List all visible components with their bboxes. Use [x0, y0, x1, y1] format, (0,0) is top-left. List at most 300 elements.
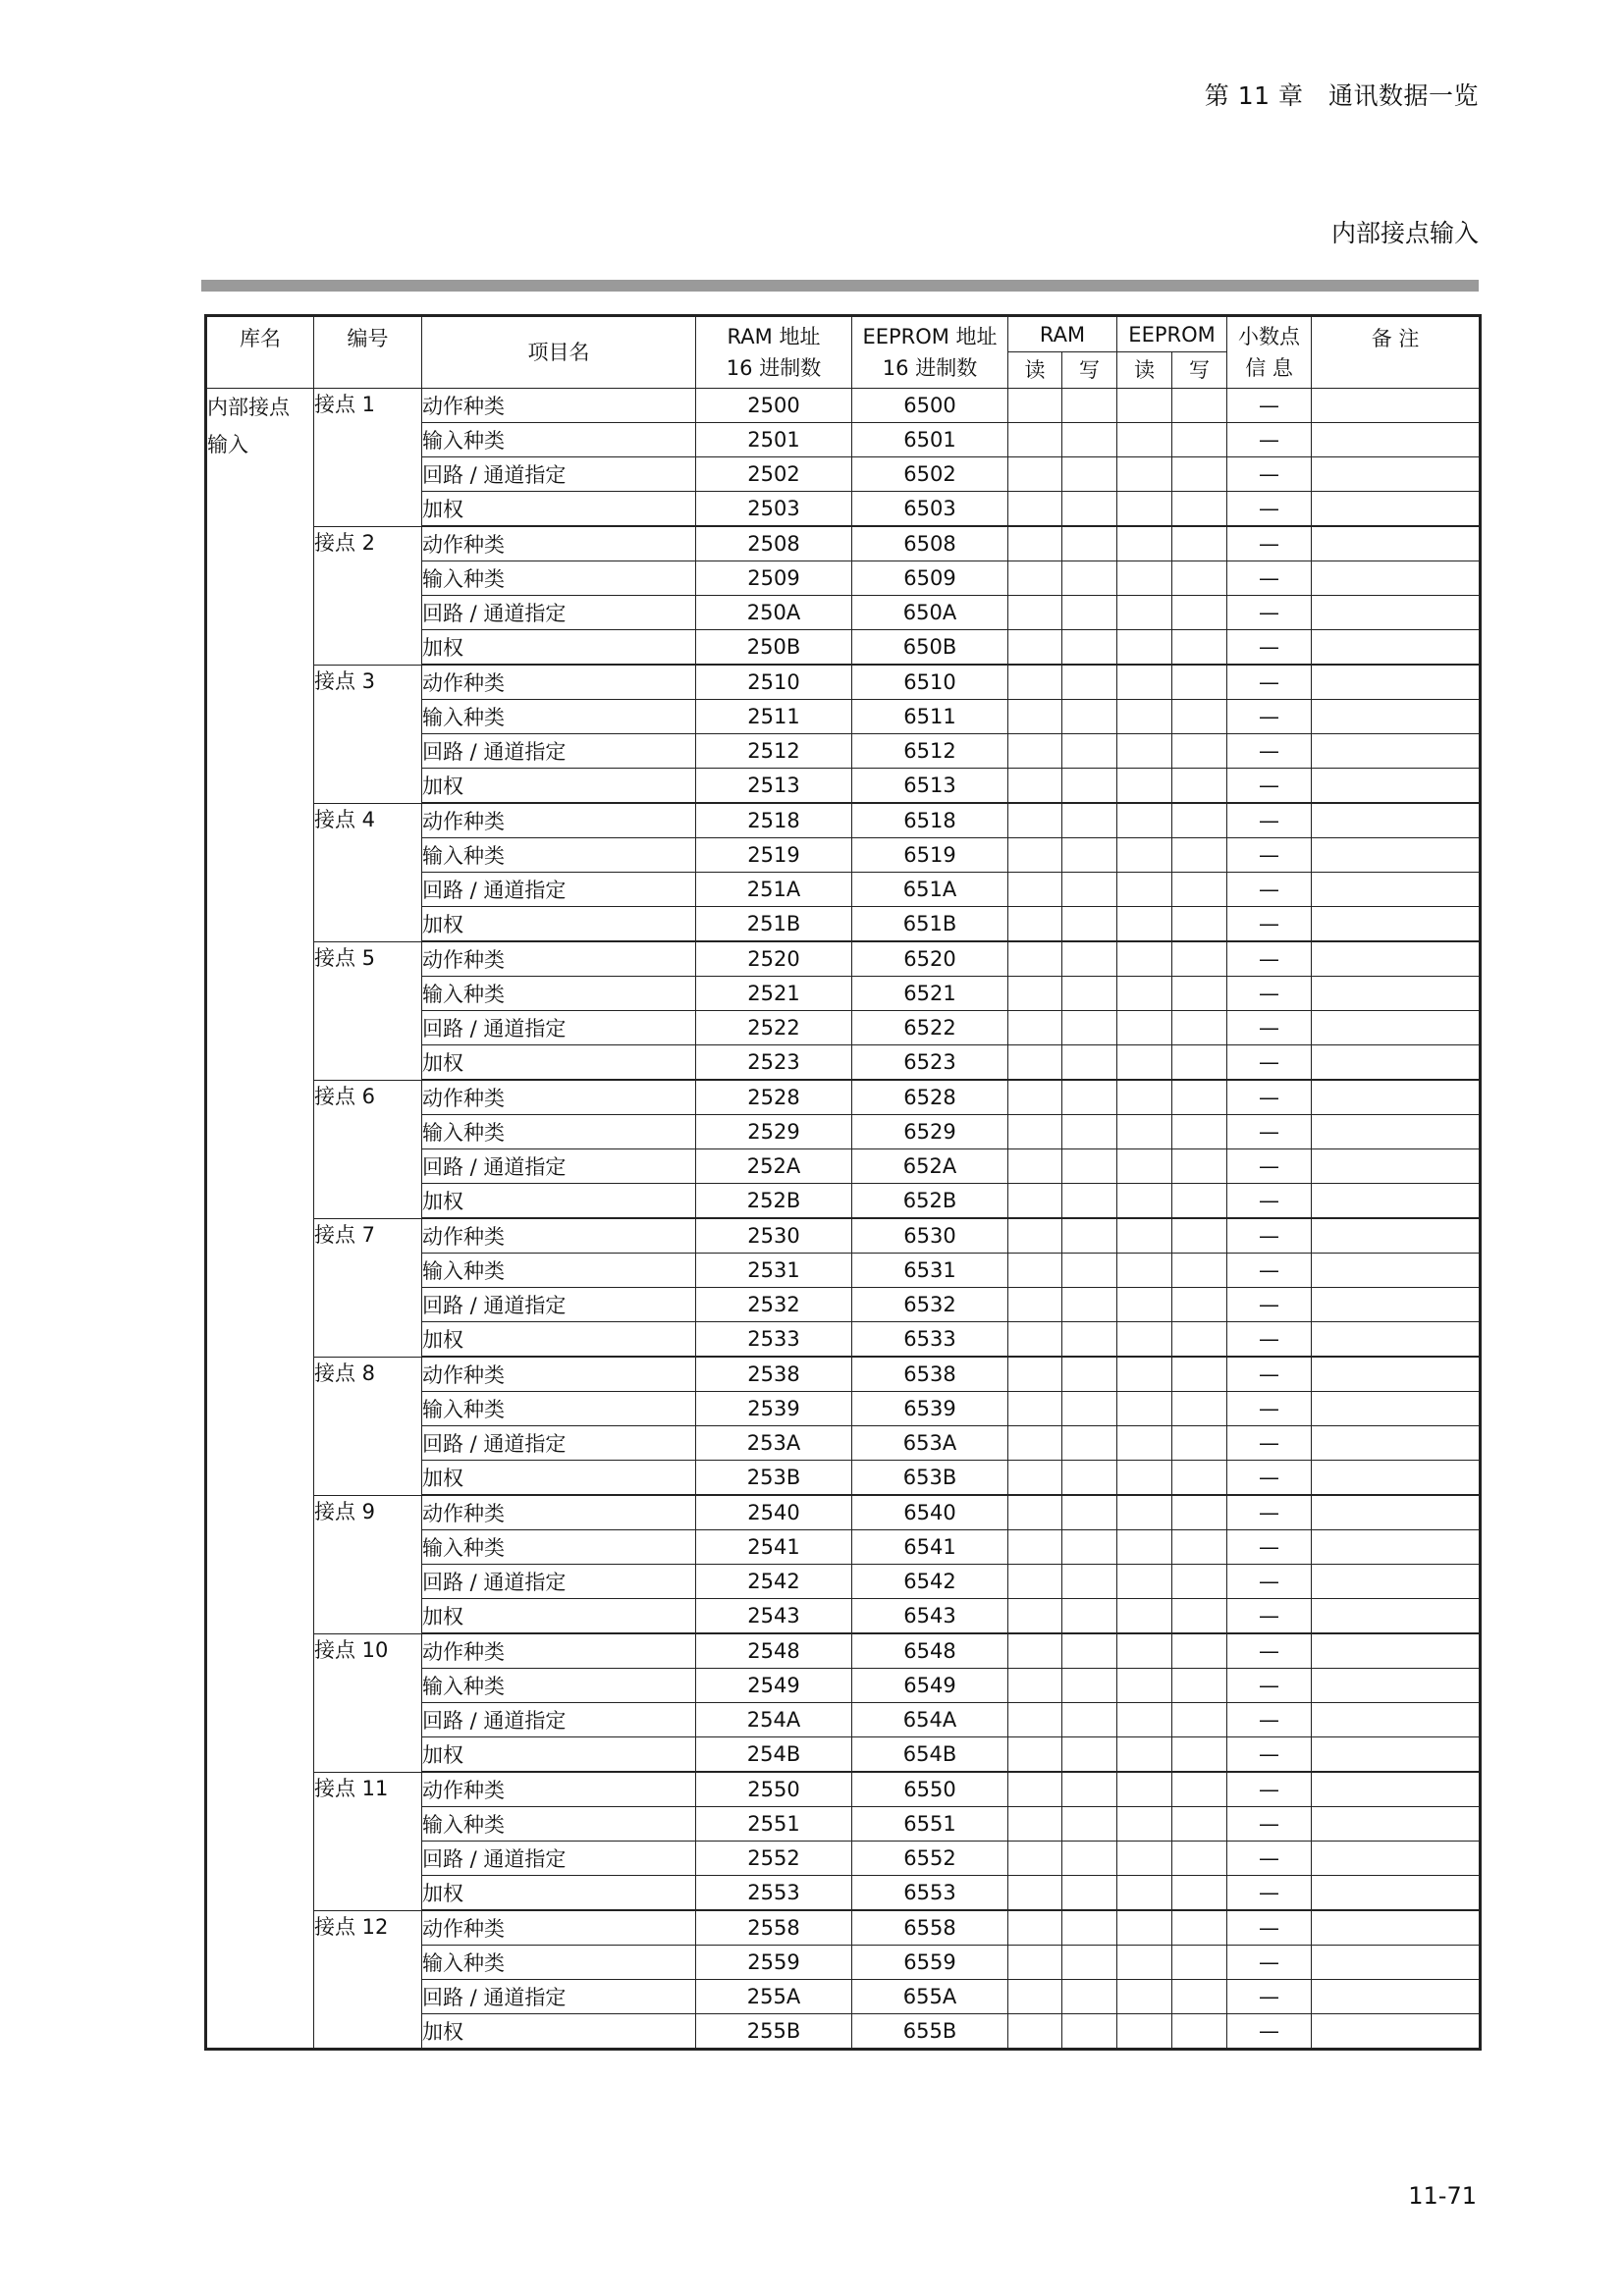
table-row	[206, 1218, 1481, 1254]
decimal-info: —	[1227, 526, 1312, 561]
remarks-cell	[1312, 873, 1481, 907]
eeprom-address: 650B	[852, 630, 1008, 666]
decimal-info: —	[1227, 1633, 1312, 1669]
ram-address: 2503	[696, 492, 852, 527]
eeprom-read-cell	[1117, 1218, 1172, 1254]
ram-write-cell	[1062, 423, 1117, 457]
eeprom-address: 6533	[852, 1322, 1008, 1358]
ram-address: 2538	[696, 1357, 852, 1392]
eeprom-write-cell	[1172, 1218, 1227, 1254]
eeprom-read-cell	[1117, 1288, 1172, 1322]
ram-read-cell	[1008, 1011, 1062, 1045]
eeprom-read-cell	[1117, 1946, 1172, 1980]
eeprom-write-cell	[1172, 457, 1227, 492]
ram-read-cell	[1008, 1737, 1062, 1773]
remarks-cell	[1312, 1772, 1481, 1807]
eeprom-read-cell	[1117, 838, 1172, 873]
table-row	[206, 1080, 1481, 1115]
remarks-cell	[1312, 1703, 1481, 1737]
eeprom-address: 6521	[852, 977, 1008, 1011]
remarks-cell	[1312, 1495, 1481, 1530]
table-row	[206, 389, 1481, 423]
eeprom-address: 6549	[852, 1669, 1008, 1703]
item-name: 输入种类	[422, 1392, 696, 1426]
ram-write-cell	[1062, 561, 1117, 596]
decimal-info: —	[1227, 2014, 1312, 2050]
remarks-cell	[1312, 1842, 1481, 1876]
item-name: 输入种类	[422, 1807, 696, 1842]
ram-address: 254B	[696, 1737, 852, 1773]
eeprom-address: 6520	[852, 941, 1008, 977]
section-title: 内部接点输入	[1330, 219, 1479, 247]
item-name: 输入种类	[422, 1669, 696, 1703]
remarks-cell	[1312, 526, 1481, 561]
eeprom-address: 6538	[852, 1357, 1008, 1392]
eeprom-write-cell	[1172, 700, 1227, 734]
ram-write-cell	[1062, 1946, 1117, 1980]
eeprom-write-cell	[1172, 665, 1227, 700]
ram-address: 2502	[696, 457, 852, 492]
ram-read-cell	[1008, 492, 1062, 527]
ram-address: 2552	[696, 1842, 852, 1876]
table-row	[206, 1357, 1481, 1392]
ram-write-cell	[1062, 1392, 1117, 1426]
decimal-info: —	[1227, 803, 1312, 838]
page-number: 11-71	[1408, 2182, 1477, 2210]
eeprom-write-cell	[1172, 1530, 1227, 1565]
table-row	[206, 941, 1481, 977]
eeprom-write-cell	[1172, 1910, 1227, 1946]
ram-address: 2541	[696, 1530, 852, 1565]
ram-write-cell	[1062, 665, 1117, 700]
ram-address: 2542	[696, 1565, 852, 1599]
ram-write-cell	[1062, 803, 1117, 838]
ram-read-cell	[1008, 977, 1062, 1011]
decimal-info: —	[1227, 1392, 1312, 1426]
eeprom-address: 6500	[852, 389, 1008, 423]
eeprom-read-cell	[1117, 941, 1172, 977]
ram-write-cell	[1062, 1980, 1117, 2014]
ram-read-cell	[1008, 596, 1062, 630]
remarks-cell	[1312, 1392, 1481, 1426]
eeprom-read-cell	[1117, 1322, 1172, 1358]
ram-read-cell	[1008, 1910, 1062, 1946]
ram-address: 2528	[696, 1080, 852, 1115]
ram-address: 2550	[696, 1772, 852, 1807]
eeprom-write-cell	[1172, 769, 1227, 804]
ram-write-cell	[1062, 734, 1117, 769]
decimal-info: —	[1227, 873, 1312, 907]
item-name: 输入种类	[422, 423, 696, 457]
decimal-info: —	[1227, 700, 1312, 734]
eeprom-read-cell	[1117, 1669, 1172, 1703]
ram-write-cell	[1062, 769, 1117, 804]
eeprom-read-cell	[1117, 1045, 1172, 1081]
eeprom-read-cell	[1117, 1461, 1172, 1496]
eeprom-read-cell	[1117, 734, 1172, 769]
ram-address: 252A	[696, 1149, 852, 1184]
eeprom-write-cell	[1172, 941, 1227, 977]
decimal-info: —	[1227, 1565, 1312, 1599]
remarks-cell	[1312, 1946, 1481, 1980]
eeprom-write-cell	[1172, 596, 1227, 630]
ram-write-cell	[1062, 1184, 1117, 1219]
header-library: 库名	[206, 316, 314, 389]
item-name: 输入种类	[422, 1254, 696, 1288]
remarks-cell	[1312, 1807, 1481, 1842]
item-name: 输入种类	[422, 1115, 696, 1149]
ram-address: 255A	[696, 1980, 852, 2014]
library-name-line2: 输入	[207, 433, 248, 456]
eeprom-write-cell	[1172, 1322, 1227, 1358]
decimal-info: —	[1227, 1495, 1312, 1530]
header-eeprom: EEPROM	[1117, 316, 1227, 352]
remarks-cell	[1312, 665, 1481, 700]
ram-address: 2521	[696, 977, 852, 1011]
eeprom-address: 6541	[852, 1530, 1008, 1565]
ram-address: 2551	[696, 1807, 852, 1842]
eeprom-address: 6551	[852, 1807, 1008, 1842]
ram-write-cell	[1062, 1426, 1117, 1461]
ram-read-cell	[1008, 526, 1062, 561]
library-name-line1: 内部接点	[207, 396, 290, 419]
remarks-cell	[1312, 1565, 1481, 1599]
decimal-info: —	[1227, 1842, 1312, 1876]
item-name: 加权	[422, 2014, 696, 2050]
item-name: 动作种类	[422, 1357, 696, 1392]
eeprom-read-cell	[1117, 1080, 1172, 1115]
eeprom-address: 6523	[852, 1045, 1008, 1081]
eeprom-read-cell	[1117, 1392, 1172, 1426]
eeprom-address: 6539	[852, 1392, 1008, 1426]
ram-write-cell	[1062, 1530, 1117, 1565]
eeprom-read-cell	[1117, 1703, 1172, 1737]
ram-write-cell	[1062, 2014, 1117, 2050]
ram-write-cell	[1062, 941, 1117, 977]
remarks-cell	[1312, 1011, 1481, 1045]
item-name: 回路 / 通道指定	[422, 1842, 696, 1876]
ram-address: 2531	[696, 1254, 852, 1288]
ram-read-cell	[1008, 1842, 1062, 1876]
decimal-info: —	[1227, 734, 1312, 769]
ram-address: 2532	[696, 1288, 852, 1322]
remarks-cell	[1312, 596, 1481, 630]
ram-read-cell	[1008, 1599, 1062, 1634]
eeprom-address: 6550	[852, 1772, 1008, 1807]
ram-address: 253A	[696, 1426, 852, 1461]
item-name: 回路 / 通道指定	[422, 1149, 696, 1184]
ram-address: 250A	[696, 596, 852, 630]
eeprom-address: 655A	[852, 1980, 1008, 2014]
ram-address: 2530	[696, 1218, 852, 1254]
item-name: 回路 / 通道指定	[422, 1288, 696, 1322]
ram-read-cell	[1008, 1703, 1062, 1737]
eeprom-read-cell	[1117, 803, 1172, 838]
table-row	[206, 526, 1481, 561]
ram-read-cell	[1008, 907, 1062, 942]
decimal-info: —	[1227, 1669, 1312, 1703]
item-name: 输入种类	[422, 838, 696, 873]
item-name: 加权	[422, 1045, 696, 1081]
item-name: 动作种类	[422, 1772, 696, 1807]
eeprom-write-cell	[1172, 1633, 1227, 1669]
item-name: 加权	[422, 630, 696, 666]
decimal-info: —	[1227, 389, 1312, 423]
eeprom-read-cell	[1117, 526, 1172, 561]
remarks-cell	[1312, 907, 1481, 942]
decimal-info: —	[1227, 838, 1312, 873]
eeprom-address: 651B	[852, 907, 1008, 942]
ram-read-cell	[1008, 1530, 1062, 1565]
eeprom-write-cell	[1172, 2014, 1227, 2050]
eeprom-write-cell	[1172, 1703, 1227, 1737]
remarks-cell	[1312, 1910, 1481, 1946]
eeprom-address: 6519	[852, 838, 1008, 873]
item-name: 回路 / 通道指定	[422, 457, 696, 492]
ram-read-cell	[1008, 941, 1062, 977]
item-name: 动作种类	[422, 1633, 696, 1669]
item-name: 回路 / 通道指定	[422, 1703, 696, 1737]
decimal-info: —	[1227, 630, 1312, 666]
decimal-info: —	[1227, 1322, 1312, 1358]
decimal-info: —	[1227, 561, 1312, 596]
ram-address: 250B	[696, 630, 852, 666]
eeprom-write-cell	[1172, 907, 1227, 942]
ram-write-cell	[1062, 1772, 1117, 1807]
remarks-cell	[1312, 734, 1481, 769]
decimal-info: —	[1227, 1910, 1312, 1946]
ram-address: 2510	[696, 665, 852, 700]
header-eeprom-address-line1: EEPROM 地址	[862, 325, 998, 348]
decimal-info: —	[1227, 977, 1312, 1011]
eeprom-address: 654B	[852, 1737, 1008, 1773]
ram-write-cell	[1062, 1703, 1117, 1737]
item-name: 加权	[422, 1322, 696, 1358]
eeprom-address: 6531	[852, 1254, 1008, 1288]
ram-read-cell	[1008, 389, 1062, 423]
contact-number: 接点 12	[314, 1910, 422, 2050]
contact-number: 接点 11	[314, 1772, 422, 1910]
remarks-cell	[1312, 1980, 1481, 2014]
eeprom-address: 655B	[852, 2014, 1008, 2050]
eeprom-read-cell	[1117, 1910, 1172, 1946]
library-cell	[206, 389, 314, 2050]
ram-write-cell	[1062, 838, 1117, 873]
eeprom-write-cell	[1172, 526, 1227, 561]
eeprom-write-cell	[1172, 1807, 1227, 1842]
item-name: 动作种类	[422, 1080, 696, 1115]
ram-write-cell	[1062, 977, 1117, 1011]
table-row	[206, 1495, 1481, 1530]
item-name: 动作种类	[422, 389, 696, 423]
ram-write-cell	[1062, 1045, 1117, 1081]
item-name: 加权	[422, 1599, 696, 1634]
ram-write-cell	[1062, 492, 1117, 527]
contact-number: 接点 9	[314, 1495, 422, 1633]
eeprom-read-cell	[1117, 1254, 1172, 1288]
contact-number: 接点 8	[314, 1357, 422, 1495]
ram-write-cell	[1062, 1149, 1117, 1184]
eeprom-address: 650A	[852, 596, 1008, 630]
ram-write-cell	[1062, 1876, 1117, 1911]
ram-write-cell	[1062, 1565, 1117, 1599]
ram-read-cell	[1008, 1461, 1062, 1496]
ram-address: 2519	[696, 838, 852, 873]
eeprom-address: 6509	[852, 561, 1008, 596]
ram-address: 251B	[696, 907, 852, 942]
eeprom-read-cell	[1117, 665, 1172, 700]
header-rule	[201, 280, 1479, 292]
ram-read-cell	[1008, 1772, 1062, 1807]
header-ram: RAM	[1008, 316, 1117, 352]
ram-read-cell	[1008, 1184, 1062, 1219]
item-name: 回路 / 通道指定	[422, 1426, 696, 1461]
eeprom-read-cell	[1117, 769, 1172, 804]
eeprom-address: 6512	[852, 734, 1008, 769]
eeprom-write-cell	[1172, 977, 1227, 1011]
ram-address: 2500	[696, 389, 852, 423]
remarks-cell	[1312, 1426, 1481, 1461]
ram-write-cell	[1062, 1669, 1117, 1703]
ram-address: 2539	[696, 1392, 852, 1426]
eeprom-write-cell	[1172, 423, 1227, 457]
item-name: 动作种类	[422, 803, 696, 838]
table-row	[206, 1633, 1481, 1669]
ram-address: 2559	[696, 1946, 852, 1980]
eeprom-address: 6513	[852, 769, 1008, 804]
eeprom-address: 6532	[852, 1288, 1008, 1322]
eeprom-write-cell	[1172, 1115, 1227, 1149]
remarks-cell	[1312, 630, 1481, 666]
eeprom-write-cell	[1172, 803, 1227, 838]
ram-address: 2549	[696, 1669, 852, 1703]
remarks-cell	[1312, 1288, 1481, 1322]
ram-address: 2553	[696, 1876, 852, 1911]
ram-address: 2558	[696, 1910, 852, 1946]
eeprom-address: 651A	[852, 873, 1008, 907]
item-name: 加权	[422, 1876, 696, 1911]
decimal-info: —	[1227, 1876, 1312, 1911]
header-ram-write: 写	[1062, 352, 1117, 389]
eeprom-read-cell	[1117, 1530, 1172, 1565]
header-decimal-line1: 小数点	[1238, 325, 1301, 348]
eeprom-write-cell	[1172, 1842, 1227, 1876]
ram-write-cell	[1062, 1254, 1117, 1288]
eeprom-read-cell	[1117, 1426, 1172, 1461]
eeprom-address: 6529	[852, 1115, 1008, 1149]
header-decimal-info	[1227, 316, 1312, 389]
eeprom-read-cell	[1117, 2014, 1172, 2050]
decimal-info: —	[1227, 1980, 1312, 2014]
eeprom-read-cell	[1117, 1357, 1172, 1392]
remarks-cell	[1312, 700, 1481, 734]
ram-read-cell	[1008, 873, 1062, 907]
ram-address: 2520	[696, 941, 852, 977]
header-eeprom-address	[852, 316, 1008, 389]
eeprom-write-cell	[1172, 1565, 1227, 1599]
eeprom-write-cell	[1172, 1461, 1227, 1496]
ram-write-cell	[1062, 1461, 1117, 1496]
ram-read-cell	[1008, 1357, 1062, 1392]
decimal-info: —	[1227, 492, 1312, 527]
header-ram-address-line2: 16 进制数	[726, 356, 822, 380]
eeprom-address: 6518	[852, 803, 1008, 838]
eeprom-write-cell	[1172, 1876, 1227, 1911]
eeprom-address: 6522	[852, 1011, 1008, 1045]
eeprom-read-cell	[1117, 1495, 1172, 1530]
ram-write-cell	[1062, 1910, 1117, 1946]
item-name: 动作种类	[422, 941, 696, 977]
remarks-cell	[1312, 1149, 1481, 1184]
ram-write-cell	[1062, 1842, 1117, 1876]
ram-read-cell	[1008, 769, 1062, 804]
remarks-cell	[1312, 1669, 1481, 1703]
eeprom-address: 6558	[852, 1910, 1008, 1946]
eeprom-write-cell	[1172, 561, 1227, 596]
item-name: 回路 / 通道指定	[422, 596, 696, 630]
eeprom-address: 6502	[852, 457, 1008, 492]
eeprom-write-cell	[1172, 389, 1227, 423]
ram-write-cell	[1062, 1357, 1117, 1392]
decimal-info: —	[1227, 1115, 1312, 1149]
remarks-cell	[1312, 769, 1481, 804]
ram-read-cell	[1008, 1633, 1062, 1669]
decimal-info: —	[1227, 665, 1312, 700]
decimal-info: —	[1227, 457, 1312, 492]
eeprom-address: 6508	[852, 526, 1008, 561]
contact-number: 接点 3	[314, 665, 422, 803]
contact-number: 接点 7	[314, 1218, 422, 1357]
remarks-cell	[1312, 1254, 1481, 1288]
ram-address: 2533	[696, 1322, 852, 1358]
contact-number: 接点 5	[314, 941, 422, 1080]
eeprom-read-cell	[1117, 977, 1172, 1011]
ram-write-cell	[1062, 1288, 1117, 1322]
eeprom-read-cell	[1117, 1149, 1172, 1184]
eeprom-read-cell	[1117, 492, 1172, 527]
decimal-info: —	[1227, 1461, 1312, 1496]
ram-read-cell	[1008, 1807, 1062, 1842]
eeprom-write-cell	[1172, 1946, 1227, 1980]
decimal-info: —	[1227, 1288, 1312, 1322]
eeprom-address: 6553	[852, 1876, 1008, 1911]
eeprom-read-cell	[1117, 423, 1172, 457]
ram-address: 2511	[696, 700, 852, 734]
header-ram-address	[696, 316, 852, 389]
item-name: 动作种类	[422, 526, 696, 561]
decimal-info: —	[1227, 1530, 1312, 1565]
ram-write-cell	[1062, 389, 1117, 423]
eeprom-write-cell	[1172, 873, 1227, 907]
item-name: 回路 / 通道指定	[422, 1980, 696, 2014]
item-name: 输入种类	[422, 1530, 696, 1565]
remarks-cell	[1312, 977, 1481, 1011]
chapter-title: 第 11 章 通讯数据一览	[1204, 81, 1479, 110]
eeprom-address: 6528	[852, 1080, 1008, 1115]
table-row	[206, 665, 1481, 700]
remarks-cell	[1312, 1633, 1481, 1669]
eeprom-write-cell	[1172, 1772, 1227, 1807]
table-row	[206, 1910, 1481, 1946]
eeprom-address: 6552	[852, 1842, 1008, 1876]
header-eeprom-address-line2: 16 进制数	[882, 356, 978, 380]
eeprom-address: 6503	[852, 492, 1008, 527]
ram-address: 2501	[696, 423, 852, 457]
ram-address: 2548	[696, 1633, 852, 1669]
decimal-info: —	[1227, 1737, 1312, 1773]
eeprom-write-cell	[1172, 1011, 1227, 1045]
eeprom-write-cell	[1172, 492, 1227, 527]
